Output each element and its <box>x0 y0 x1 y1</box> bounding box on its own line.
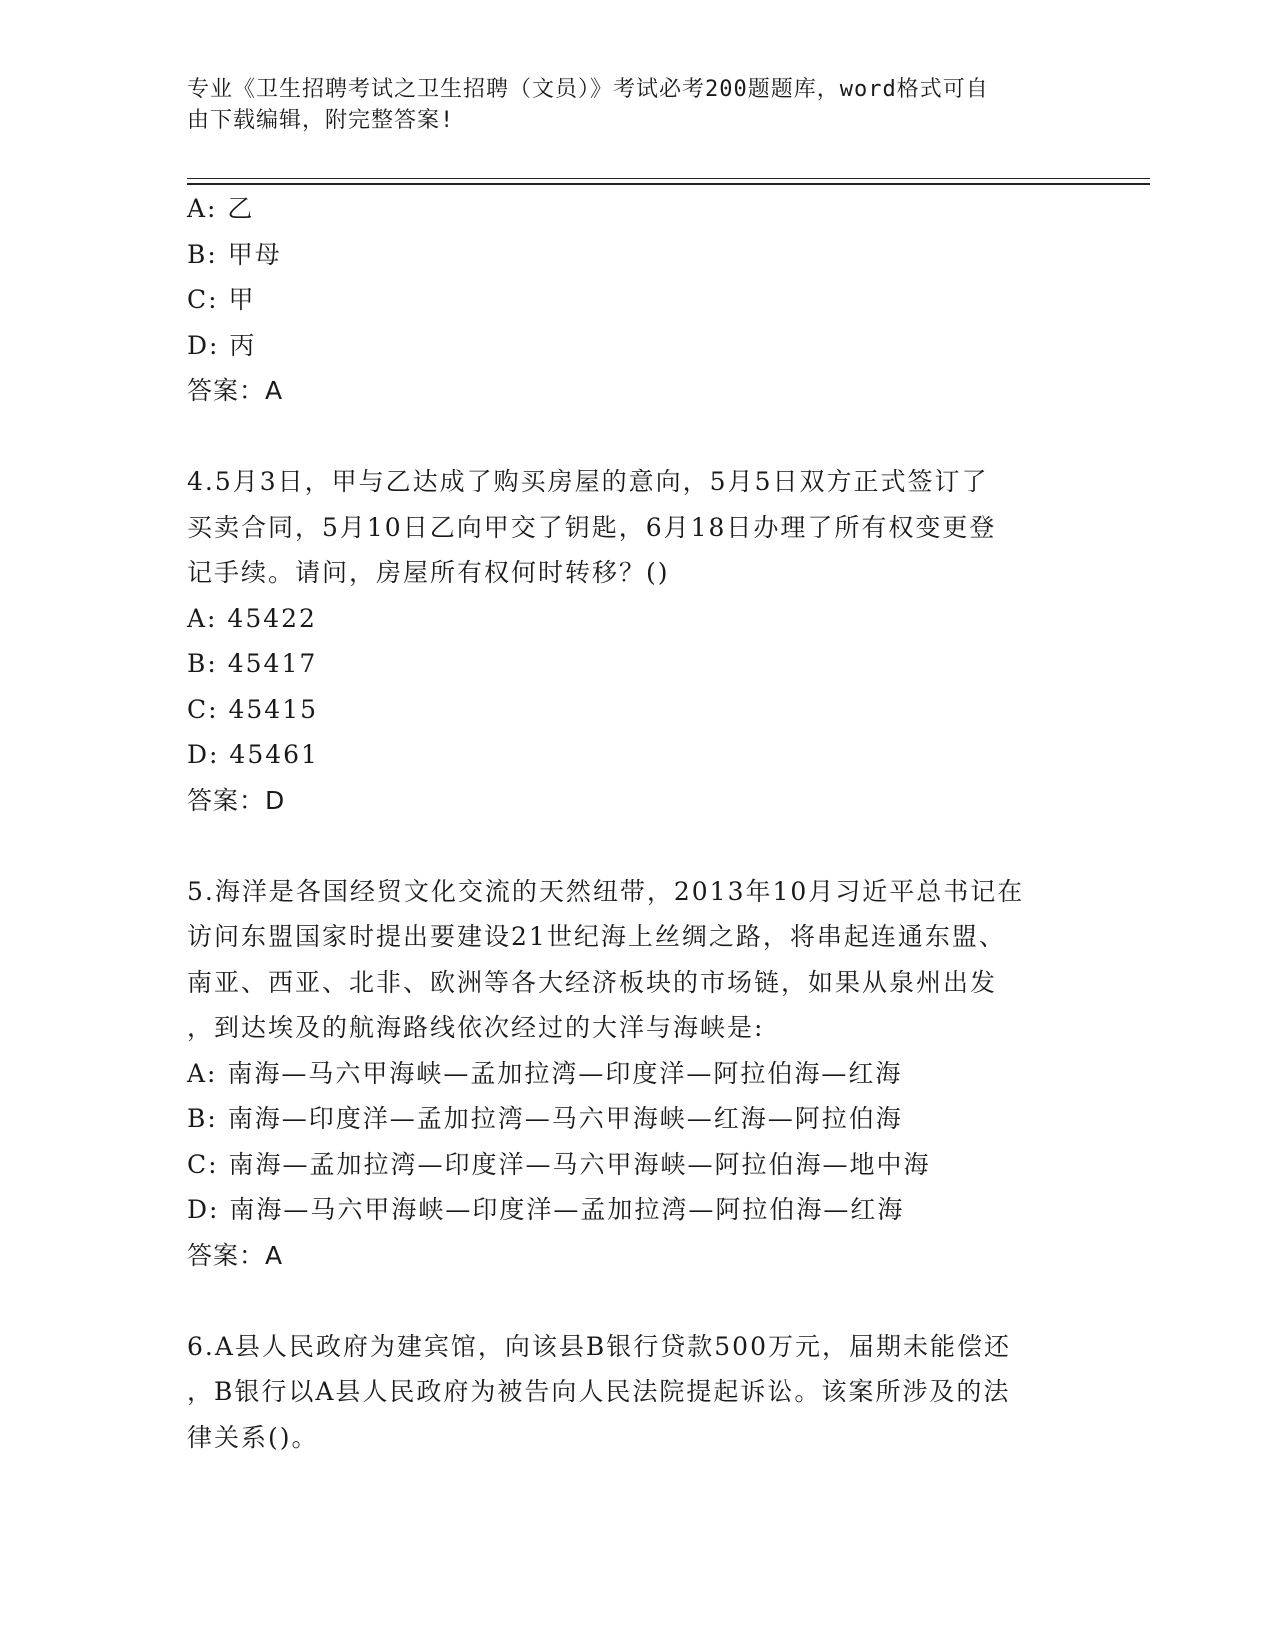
question-3-tail <box>187 186 1087 414</box>
question-text-line: 律关系()。 <box>187 1422 319 1452</box>
answer: 答案：D <box>187 785 286 815</box>
option-d: D: 丙 <box>187 330 257 360</box>
option-d: D: 45461 <box>187 740 319 769</box>
option-a: A: 45422 <box>187 603 317 633</box>
document-header <box>187 74 1067 136</box>
header-line-2: 由下载编辑，附完整答案! <box>187 108 455 133</box>
question-text-line: 南亚、西亚、北非、欧洲等各大经济板块的市场链，如果从泉州出发 <box>187 967 998 997</box>
option-b: B: 45417 <box>187 649 318 678</box>
question-text-line: 5.海洋是各国经贸文化交流的天然纽带，2013年10月习近平总书记在 <box>187 876 1025 906</box>
answer: 答案：A <box>187 1240 284 1270</box>
question-text-line: 4.5月3日，甲与乙达成了购买房屋的意向，5月5日双方正式签订了 <box>187 467 989 496</box>
header-line-1: 专业《卫生招聘考试之卫生招聘（文员）》考试必考200题题库，word格式可自 <box>187 77 989 102</box>
question-4 <box>187 459 1087 823</box>
question-text-line: 记手续。请问，房屋所有权何时转移？() <box>187 558 670 587</box>
header-rule-thick <box>187 183 1150 185</box>
option-a: A: 乙 <box>187 194 255 223</box>
option-b: B: 甲母 <box>187 239 282 269</box>
option-d: D: 南海—马六甲海峡—印度洋—孟加拉湾—阿拉伯海—红海 <box>187 1195 905 1224</box>
spacer <box>187 1278 1087 1324</box>
question-6 <box>187 1324 1087 1461</box>
option-b: B: 南海—印度洋—孟加拉湾—马六甲海峡—红海—阿拉伯海 <box>187 1104 903 1133</box>
question-5 <box>187 869 1087 1279</box>
header-rule-thin <box>187 178 1150 179</box>
option-c: C: 甲 <box>187 285 256 314</box>
question-text-line: ，到达埃及的航海路线依次经过的大洋与海峡是: <box>187 1013 765 1042</box>
question-text-line: 买卖合同，5月10日乙向甲交了钥匙，6月18日办理了所有权变更登 <box>187 512 997 542</box>
question-text-line: 访问东盟国家时提出要建设21世纪海上丝绸之路，将串起连通东盟、 <box>187 922 1006 951</box>
spacer <box>187 823 1087 869</box>
document-body <box>187 186 1087 1460</box>
question-text-line: ，B银行以A县人民政府为被告向人民法院提起诉讼。该案所涉及的法 <box>187 1377 1011 1406</box>
option-c: C: 南海—孟加拉湾—印度洋—马六甲海峡—阿拉伯海—地中海 <box>187 1149 931 1179</box>
option-c: C: 45415 <box>187 694 319 724</box>
option-a: A: 南海—马六甲海峡—孟加拉湾—印度洋—阿拉伯海—红海 <box>187 1058 903 1088</box>
question-text-line: 6.A县人民政府为建宾馆，向该县B银行贷款500万元，届期未能偿还 <box>187 1331 1011 1361</box>
spacer <box>187 414 1087 460</box>
answer: 答案：A <box>187 376 284 405</box>
